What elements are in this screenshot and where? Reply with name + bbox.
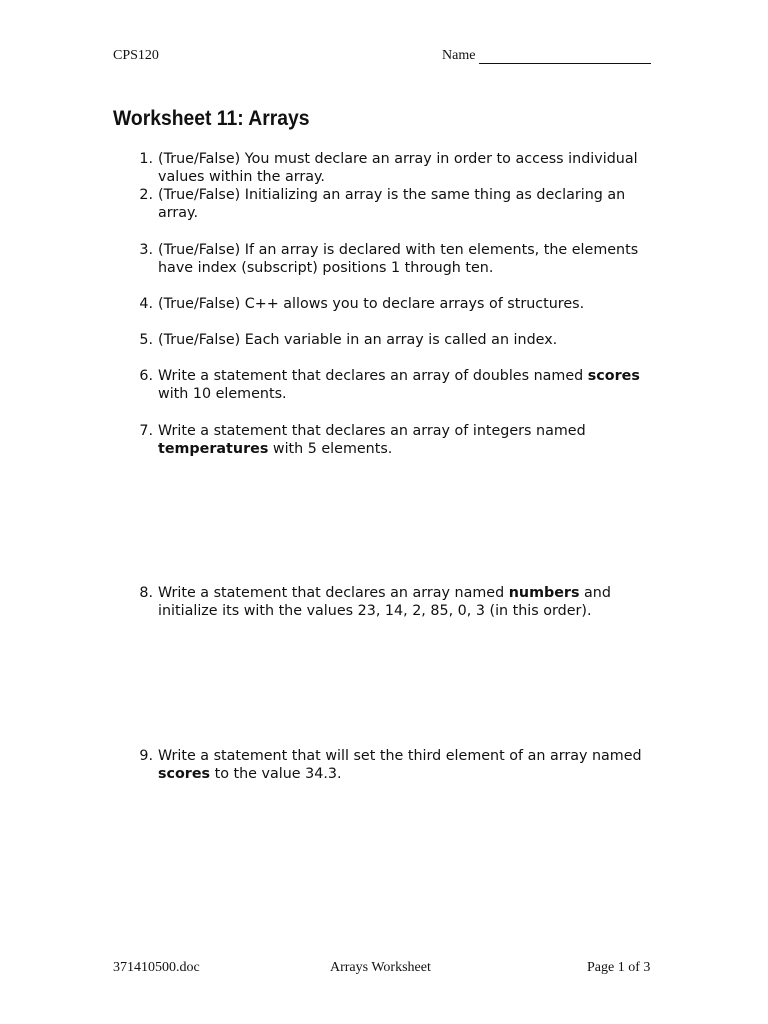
name-field bbox=[442, 48, 651, 64]
question-text: (True/False) Each variable in an array is called an index. bbox=[158, 332, 558, 348]
question-text: Write a statement that declares an array named numbers and initialize its with the values 23, 14, 2, 85, 0, 3 (in this order). bbox=[158, 585, 611, 619]
name-label: Name bbox=[442, 48, 476, 63]
course-code: CPS120 bbox=[113, 48, 159, 63]
question-2: 2. (True/False) Initializing an array is the same thing as declaring an array. bbox=[133, 186, 663, 222]
page-title: Worksheet 11: Arrays bbox=[113, 107, 310, 130]
question-text: Write a statement that declares an array of doubles named scores with 10 elements. bbox=[158, 368, 640, 402]
question-3: 3. (True/False) If an array is declared with ten elements, the elements have index (subscript) positions 1 through ten. bbox=[133, 241, 663, 277]
question-1: 1. (True/False) You must declare an array in order to access individual values within the array. bbox=[133, 150, 663, 186]
question-text: (True/False) Initializing an array is the same thing as declaring an array. bbox=[158, 187, 626, 221]
question-text: (True/False) C++ allows you to declare arrays of structures. bbox=[158, 296, 585, 312]
question-9: 9. Write a statement that will set the third element of an array named scores to the value 34.3. bbox=[133, 747, 663, 783]
question-text: (True/False) You must declare an array in order to access individual values within the array. bbox=[158, 151, 638, 185]
footer-filename: 371410500.doc bbox=[113, 960, 200, 975]
question-7: 7. Write a statement that declares an array of integers named temperatures with 5 elements. bbox=[133, 422, 663, 458]
bold-identifier: scores bbox=[158, 766, 211, 782]
question-4: 4. (True/False) C++ allows you to declare arrays of structures. bbox=[133, 295, 663, 313]
name-blank-line bbox=[479, 50, 651, 64]
question-8: 8. Write a statement that declares an array named numbers and initialize its with the values 23, 14, 2, 85, 0, 3 (in this order). bbox=[133, 584, 663, 620]
question-6: 6. Write a statement that declares an array of doubles named scores with 10 elements. bbox=[133, 367, 663, 403]
bold-identifier: temperatures bbox=[158, 441, 269, 457]
question-text: Write a statement that declares an array of integers named temperatures with 5 elements. bbox=[158, 423, 586, 457]
footer-doc-title: Arrays Worksheet bbox=[330, 960, 431, 975]
bold-identifier: scores bbox=[587, 368, 640, 384]
footer-page-number: Page 1 of 3 bbox=[587, 960, 651, 975]
question-text: Write a statement that will set the third element of an array named scores to the value 34.3. bbox=[158, 748, 642, 782]
bold-identifier: numbers bbox=[508, 585, 580, 601]
question-text: (True/False) If an array is declared with ten elements, the elements have index (subscript) positions 1 through ten. bbox=[158, 242, 639, 276]
question-5: 5. (True/False) Each variable in an array is called an index. bbox=[133, 331, 663, 349]
